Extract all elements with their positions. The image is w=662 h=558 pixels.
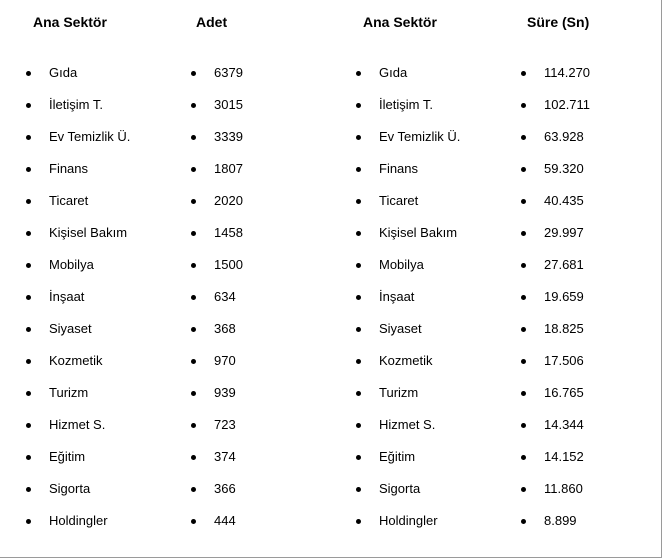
- left-sector-item-text: Kozmetik: [49, 353, 103, 368]
- right-sector-item-text: İletişim T.: [379, 97, 433, 112]
- right-duration-item-text: 63.928: [544, 129, 584, 144]
- right-duration-item-text: 29.997: [544, 225, 584, 240]
- right-sector-item-text: Finans: [379, 161, 419, 176]
- right-duration-item-text: 40.435: [544, 193, 584, 208]
- right-sector-item-text: Ev Temizlik Ü.: [379, 129, 461, 144]
- bullet-icon: [356, 423, 361, 428]
- bullet-icon: [26, 167, 31, 172]
- right-duration-item-text: 17.506: [544, 353, 584, 368]
- bullet-icon: [521, 391, 526, 396]
- right-duration-header: Süre (Sn): [527, 14, 590, 30]
- bullet-icon: [191, 263, 196, 268]
- right-duration-item-text: 59.320: [544, 161, 584, 176]
- left-count-item-text: 366: [214, 481, 236, 496]
- right-duration-item-text: 14.344: [544, 417, 584, 432]
- left-sector-item-text: Eğitim: [49, 449, 86, 464]
- left-sector-item-text: Finans: [49, 161, 89, 176]
- bullet-icon: [26, 71, 31, 76]
- left-sector-item-text: Holdingler: [49, 513, 108, 528]
- bullet-icon: [356, 359, 361, 364]
- right-sector-item-text: Turizm: [379, 385, 419, 400]
- left-sector-item-text: Gıda: [49, 65, 78, 80]
- bullet-icon: [356, 391, 361, 396]
- left-sector-item-text: Mobilya: [49, 257, 94, 272]
- bullet-icon: [26, 359, 31, 364]
- left-sector-item-text: Hizmet S.: [49, 417, 106, 432]
- bullet-icon: [191, 135, 196, 140]
- left-sector-item-text: İnşaat: [49, 289, 85, 304]
- right-sector-item-text: Gıda: [379, 65, 408, 80]
- bullet-icon: [191, 455, 196, 460]
- bullet-icon: [191, 423, 196, 428]
- bullet-icon: [521, 231, 526, 236]
- right-duration-item-text: 14.152: [544, 449, 584, 464]
- left-count-item-text: 970: [214, 353, 236, 368]
- bullet-icon: [26, 231, 31, 236]
- left-count-item-text: 634: [214, 289, 236, 304]
- right-duration-item-text: 114.270: [544, 65, 591, 80]
- bullet-icon: [521, 295, 526, 300]
- bullet-icon: [191, 71, 196, 76]
- bullet-icon: [191, 199, 196, 204]
- left-count-item-text: 374: [214, 449, 236, 464]
- bullet-icon: [521, 71, 526, 76]
- bullet-icon: [356, 295, 361, 300]
- right-duration-item-text: 102.711: [544, 97, 591, 112]
- bullet-icon: [356, 519, 361, 524]
- right-duration-item-text: 8.899: [544, 513, 577, 528]
- left-sector-item-text: Ticaret: [49, 193, 89, 208]
- left-sector-item-text: İletişim T.: [49, 97, 103, 112]
- right-duration-item-text: 16.765: [544, 385, 584, 400]
- bullet-icon: [26, 199, 31, 204]
- bullet-icon: [356, 71, 361, 76]
- bullet-icon: [191, 359, 196, 364]
- bullet-icon: [521, 199, 526, 204]
- bullet-icon: [356, 135, 361, 140]
- bullet-icon: [191, 327, 196, 332]
- left-count-item-text: 2020: [214, 193, 243, 208]
- right-sector-header: Ana Sektör: [363, 14, 437, 30]
- bullet-icon: [356, 167, 361, 172]
- bullet-icon: [26, 103, 31, 108]
- left-count-item-text: 1458: [214, 225, 243, 240]
- bullet-icon: [356, 199, 361, 204]
- left-sector-item-text: Turizm: [49, 385, 89, 400]
- bullet-icon: [521, 455, 526, 460]
- bullet-icon: [191, 231, 196, 236]
- bullet-icon: [521, 135, 526, 140]
- bullet-icon: [26, 487, 31, 492]
- left-count-item-text: 723: [214, 417, 236, 432]
- bullet-icon: [26, 135, 31, 140]
- left-sector-header: Ana Sektör: [33, 14, 107, 30]
- right-sector-item-text: Kozmetik: [379, 353, 433, 368]
- bullet-icon: [26, 519, 31, 524]
- left-count-header: Adet: [196, 14, 228, 30]
- right-sector-item-text: Mobilya: [379, 257, 424, 272]
- left-count-item-text: 1500: [214, 257, 243, 272]
- bullet-icon: [26, 391, 31, 396]
- left-count-item-text: 3015: [214, 97, 243, 112]
- bullet-icon: [191, 391, 196, 396]
- left-count-item-text: 939: [214, 385, 236, 400]
- left-count-item-text: 3339: [214, 129, 243, 144]
- bullet-icon: [521, 327, 526, 332]
- right-sector-item-text: Sigorta: [379, 481, 421, 496]
- bullet-icon: [521, 167, 526, 172]
- bullet-icon: [521, 359, 526, 364]
- bullet-icon: [191, 519, 196, 524]
- bullet-icon: [521, 103, 526, 108]
- bullet-icon: [521, 423, 526, 428]
- left-count-item-text: 1807: [214, 161, 243, 176]
- bullet-icon: [521, 263, 526, 268]
- right-duration-item-text: 11.860: [544, 481, 583, 496]
- bullet-icon: [191, 103, 196, 108]
- right-duration-item-text: 19.659: [544, 289, 584, 304]
- left-sector-item-text: Kişisel Bakım: [49, 225, 128, 240]
- right-duration-item-text: 27.681: [544, 257, 584, 272]
- bullet-icon: [191, 167, 196, 172]
- bullet-icon: [356, 455, 361, 460]
- bullet-icon: [356, 327, 361, 332]
- left-sector-item-text: Siyaset: [49, 321, 92, 336]
- bullet-icon: [521, 519, 526, 524]
- bullet-icon: [356, 487, 361, 492]
- bullet-icon: [26, 327, 31, 332]
- bullet-icon: [26, 423, 31, 428]
- right-sector-item-text: Hizmet S.: [379, 417, 436, 432]
- right-sector-item-text: Eğitim: [379, 449, 416, 464]
- left-count-item-text: 368: [214, 321, 236, 336]
- right-sector-item-text: Ticaret: [379, 193, 419, 208]
- left-count-item-text: 444: [214, 513, 236, 528]
- bullet-icon: [191, 295, 196, 300]
- bullet-icon: [26, 263, 31, 268]
- bullet-icon: [356, 263, 361, 268]
- bullet-icon: [521, 487, 526, 492]
- right-sector-item-text: Siyaset: [379, 321, 422, 336]
- left-sector-item-text: Ev Temizlik Ü.: [49, 129, 131, 144]
- left-sector-item-text: Sigorta: [49, 481, 91, 496]
- bullet-icon: [26, 295, 31, 300]
- bullet-icon: [26, 455, 31, 460]
- bullet-icon: [191, 487, 196, 492]
- bullet-icon: [356, 103, 361, 108]
- right-sector-item-text: Kişisel Bakım: [379, 225, 458, 240]
- right-sector-item-text: Holdingler: [379, 513, 438, 528]
- right-duration-item-text: 18.825: [544, 321, 584, 336]
- left-count-item-text: 6379: [214, 65, 243, 80]
- right-sector-item-text: İnşaat: [379, 289, 415, 304]
- bullet-icon: [356, 231, 361, 236]
